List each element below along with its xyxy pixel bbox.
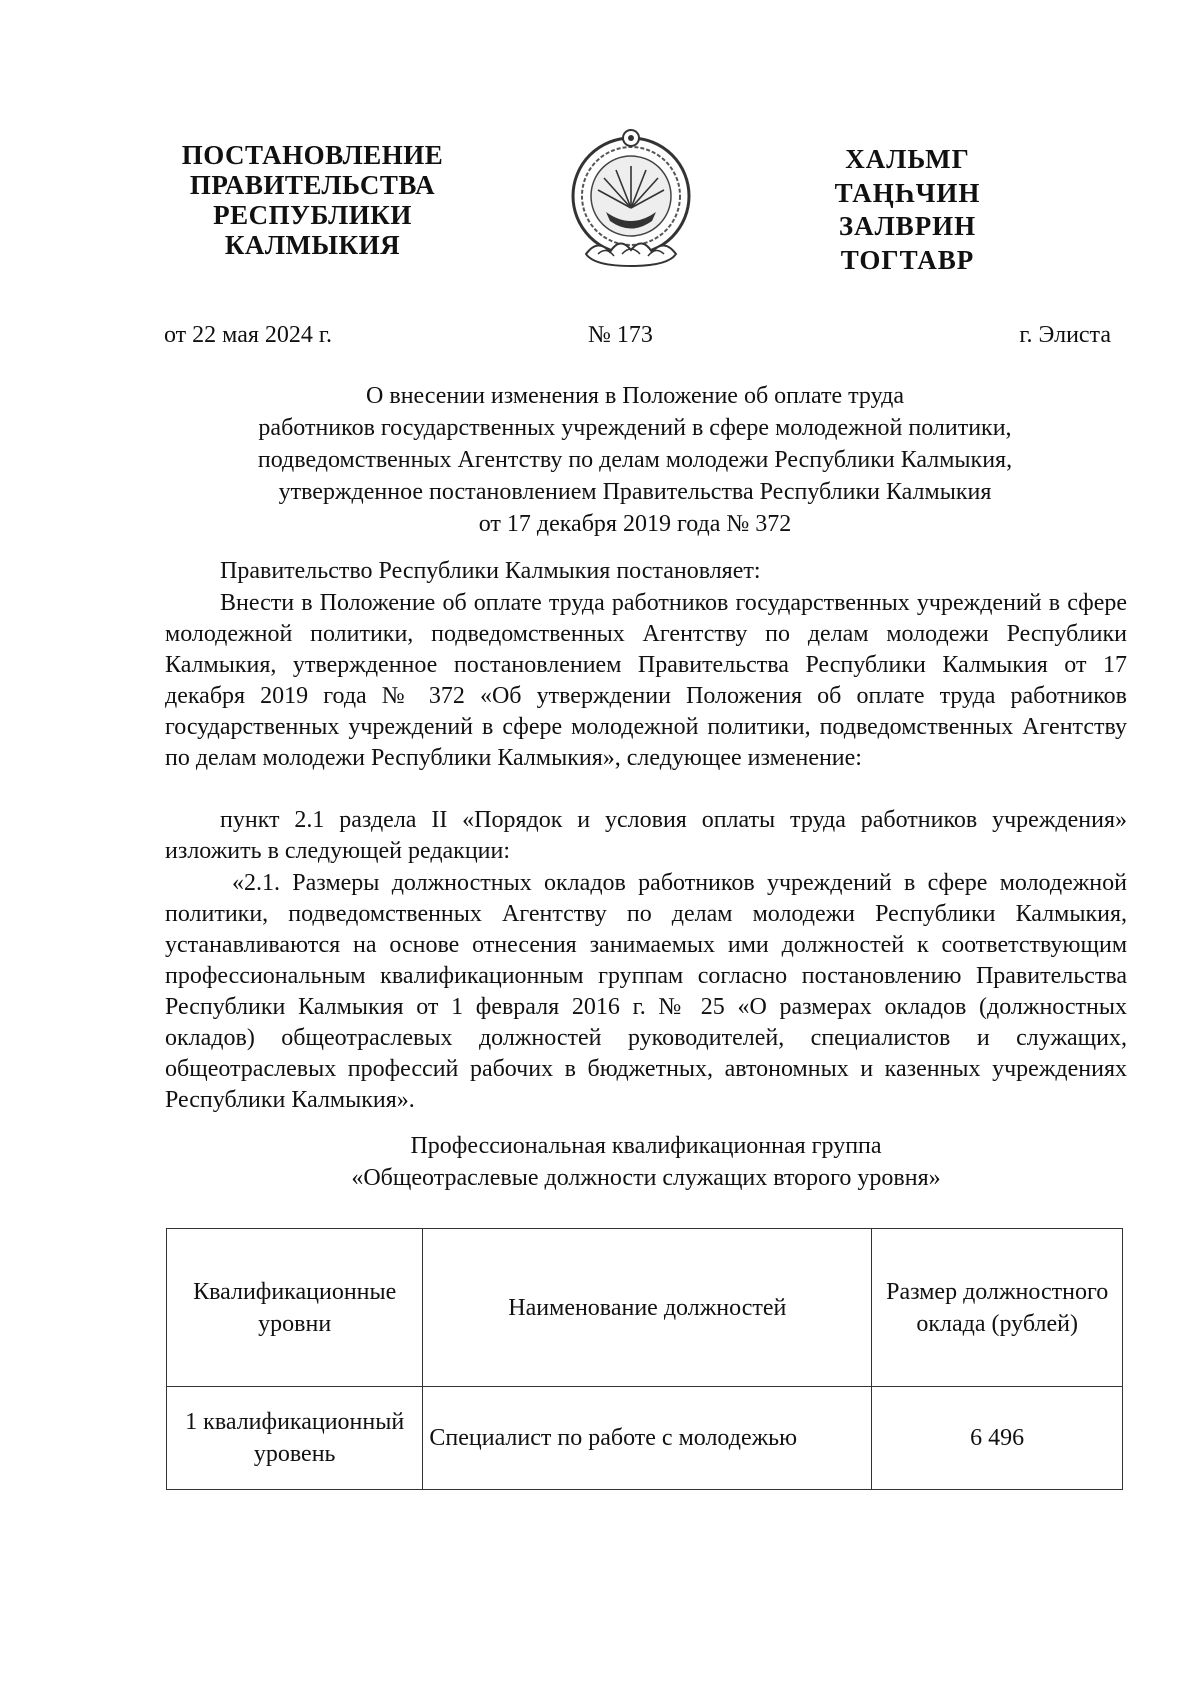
group-title <box>165 1130 1127 1194</box>
title-line: работников государственных учреждений в сфере молодежной политики, <box>258 415 1012 441</box>
table-header-cell: Размер должностного оклада (рублей) <box>872 1229 1123 1387</box>
salary-table <box>166 1228 1123 1490</box>
emblem-lotus-base <box>586 243 676 266</box>
paragraph-text: пункт 2.1 раздела II «Порядок и условия оплаты труда работников учреждения» изложить в следующей редакции: <box>165 807 1127 864</box>
header-right-line: ЗАЛВРИН <box>838 211 977 241</box>
title-line: утвержденное постановлением Правительства Республики Калмыкия <box>278 479 992 505</box>
paragraph-text: «2.1. Размеры должностных окладов работников учреждений в сфере молодежной политики, подведомственных Агентству по делам молодежи Республики Калмыкия, устанавливаются на основе отнесения занимаемых ими должностей к соответствующим профессиональным квалификационным группам согласно постановлению Правительства Республики Калмыкия от 1 февраля 2016 г. № 25 «О размерах окладов (должностных окладов) общеотраслевых должностей руководителей, специалистов и служащих, общеотраслевых профессий рабочих в бюджетных, автономных и казенных учреждениях Республики Калмыкия». <box>165 870 1127 1113</box>
header-right-line: ТАҢҺЧИН <box>834 177 981 208</box>
header-left-line: КАЛМЫКИЯ <box>224 230 401 260</box>
title-line: подведомственных Агентству по делам молодежи Республики Калмыкия, <box>257 447 1013 473</box>
table-header-cell: Квалификационные уровни <box>167 1229 423 1387</box>
header-right-title <box>815 143 1000 277</box>
paragraph-text: Внести в Положение об оплате труда работников государственных учреждений в сфере молодежной политики, подведомственных Агентству по делам молодежи Республики Калмыкия, утвержденное постановлением Правительства Республики Калмыкия от 17 декабря 2019 года № 372 «Об утверждении Положения об оплате труда работников государственных учреждений в сфере молодежной политики, подведомственных Агентству по делам молодежи Республики Калмыкия», следующее изменение: <box>165 590 1127 771</box>
emblem-top-ornament-center <box>628 135 634 141</box>
header-right-line: ХАЛЬМГ <box>845 144 970 174</box>
document-title <box>160 380 1110 540</box>
title-line: от 17 декабря 2019 года № 372 <box>478 511 792 537</box>
table-row <box>167 1387 1123 1490</box>
table-cell-position: Специалист по работе с молодежью <box>423 1387 872 1490</box>
table-cell-salary: 6 496 <box>872 1387 1123 1490</box>
body-paragraph-4 <box>165 868 1127 1116</box>
document-date: от 22 мая 2024 г. <box>164 322 333 348</box>
document-city: г. Элиста <box>1019 322 1111 348</box>
coat-of-arms-emblem <box>568 126 694 274</box>
title-line: О внесении изменения в Положение об оплате труда <box>366 383 904 409</box>
table-cell-level: 1 квалификационный уровень <box>167 1387 423 1490</box>
group-title-line: Профессиональная квалификационная группа <box>410 1133 882 1159</box>
header-left-line: ПОСТАНОВЛЕНИЕ <box>181 140 444 170</box>
group-title-line: «Общеотраслевые должности служащих второго уровня» <box>351 1165 941 1191</box>
header-left-line: ПРАВИТЕЛЬСТВА <box>189 170 436 200</box>
table-header-row <box>167 1229 1123 1387</box>
table-header-cell: Наименование должностей <box>423 1229 872 1387</box>
body-paragraph-2 <box>165 588 1127 774</box>
body-paragraph-1 <box>165 556 1127 587</box>
paragraph-text: Правительство Республики Калмыкия постановляет: <box>220 558 761 584</box>
header-left-title <box>160 140 465 260</box>
header-left-line: РЕСПУБЛИКИ <box>213 200 412 230</box>
body-paragraph-3 <box>165 805 1127 867</box>
header-right-line: ТОГТАВР <box>840 244 975 275</box>
document-number: № 173 <box>588 322 653 348</box>
